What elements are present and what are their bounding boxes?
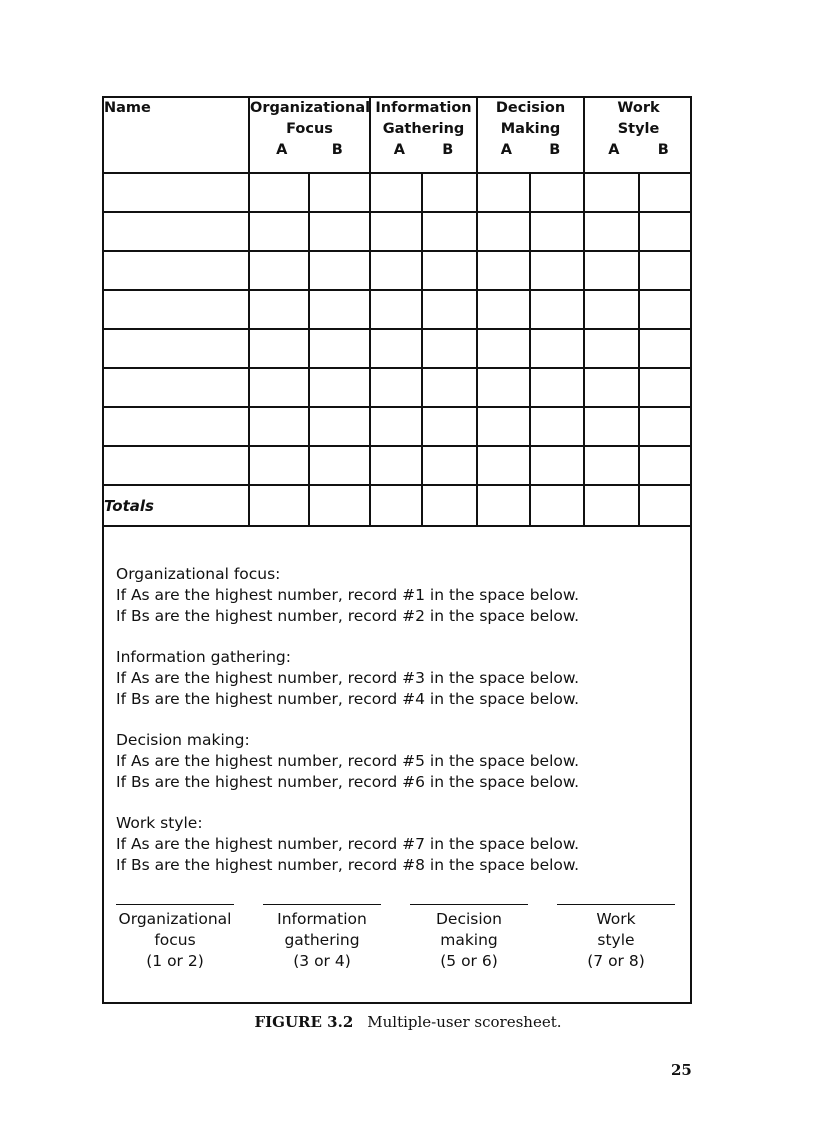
score-cell[interactable] [584,251,639,290]
result-label: Information [277,910,367,928]
score-cell[interactable] [422,446,477,485]
work-style-header: Work Style A B [584,98,692,173]
score-cell[interactable] [422,368,477,407]
result-summary [116,904,675,972]
name-cell[interactable] [104,407,249,446]
instruction-line: If As are the highest number, record #5 in the space below. [116,752,580,770]
score-cell[interactable] [530,446,584,485]
score-cell[interactable] [249,446,309,485]
name-cell[interactable] [104,368,249,407]
score-cell[interactable] [477,212,530,251]
score-cell[interactable] [639,446,692,485]
table-row [104,368,692,407]
information-gathering-header: Information Gathering A B [370,98,477,173]
table-row [104,446,692,485]
result-label: Organizational [118,910,232,928]
name-header: Name [104,98,249,173]
table-row [104,407,692,446]
score-cell[interactable] [530,329,584,368]
score-cell[interactable] [639,407,692,446]
name-cell[interactable] [104,446,249,485]
score-cell[interactable] [422,212,477,251]
score-cell[interactable] [584,446,639,485]
score-table [104,98,692,527]
score-cell[interactable] [584,329,639,368]
score-cell[interactable] [309,368,370,407]
total-cell[interactable] [309,485,370,526]
score-cell[interactable] [477,173,530,212]
instruction-line: If As are the highest number, record #7 in the space below. [116,835,580,853]
figure-text: Multiple-user scoresheet. [367,1013,562,1031]
result-label: (7 or 8) [587,952,645,970]
score-cell[interactable] [639,212,692,251]
score-cell[interactable] [530,251,584,290]
score-cell[interactable] [370,212,422,251]
score-cell[interactable] [309,290,370,329]
score-cell[interactable] [249,173,309,212]
instruction-title: Information gathering: [116,648,291,666]
score-cell[interactable] [249,290,309,329]
instruction-block [116,730,579,793]
totals-label: Totals [104,485,249,526]
totals-row [104,485,692,526]
scoresheet-frame [102,96,692,1004]
score-cell[interactable] [309,212,370,251]
score-cell[interactable] [370,251,422,290]
name-cell[interactable] [104,329,249,368]
total-cell[interactable] [422,485,477,526]
score-cell[interactable] [249,407,309,446]
score-cell[interactable] [639,251,692,290]
score-cell[interactable] [639,290,692,329]
score-cell[interactable] [530,173,584,212]
score-cell[interactable] [584,212,639,251]
total-cell[interactable] [584,485,639,526]
total-cell[interactable] [370,485,422,526]
result-label: (5 or 6) [440,952,498,970]
result-slot [263,904,381,972]
score-cell[interactable] [249,368,309,407]
score-cell[interactable] [309,251,370,290]
score-cell[interactable] [309,446,370,485]
table-row [104,212,692,251]
name-cell[interactable] [104,290,249,329]
score-cell[interactable] [422,173,477,212]
score-cell[interactable] [249,212,309,251]
instruction-line: If Bs are the highest number, record #8 in the space below. [116,856,580,874]
instruction-title: Organizational focus: [116,565,281,583]
score-cell[interactable] [370,446,422,485]
score-cell[interactable] [584,290,639,329]
instruction-line: If As are the highest number, record #3 in the space below. [116,669,580,687]
score-cell[interactable] [584,368,639,407]
instruction-line: If Bs are the highest number, record #6 in the space below. [116,773,580,791]
result-blank-line[interactable] [263,904,381,905]
score-cell[interactable] [477,407,530,446]
total-cell[interactable] [477,485,530,526]
table-row [104,329,692,368]
table-row [104,251,692,290]
score-cell[interactable] [370,290,422,329]
total-cell[interactable] [530,485,584,526]
result-blank-line[interactable] [557,904,675,905]
score-cell[interactable] [370,329,422,368]
score-cell[interactable] [639,329,692,368]
result-slot [116,904,234,972]
score-cell[interactable] [422,329,477,368]
instruction-line: If As are the highest number, record #1 in the space below. [116,586,580,604]
name-cell[interactable] [104,212,249,251]
score-cell[interactable] [422,407,477,446]
score-cell[interactable] [370,407,422,446]
result-slot [557,904,675,972]
score-cell[interactable] [530,368,584,407]
score-cell[interactable] [584,173,639,212]
instruction-block [116,813,579,876]
instruction-line: If Bs are the highest number, record #4 in the space below. [116,690,580,708]
score-cell[interactable] [530,212,584,251]
instruction-line: If Bs are the highest number, record #2 in the space below. [116,607,580,625]
score-rows [104,173,692,485]
decision-making-header: Decision Making A B [477,98,584,173]
score-cell[interactable] [530,290,584,329]
score-cell[interactable] [422,251,477,290]
figure-label: FIGURE 3.2 [254,1013,354,1031]
score-cell[interactable] [639,173,692,212]
score-cell[interactable] [370,173,422,212]
score-cell[interactable] [530,407,584,446]
score-cell[interactable] [477,329,530,368]
name-cell[interactable] [104,251,249,290]
result-blank-line[interactable] [116,904,234,905]
score-cell[interactable] [477,368,530,407]
total-cell[interactable] [249,485,309,526]
organizational-focus-header: Organizational Focus A B [249,98,370,173]
score-cell[interactable] [477,446,530,485]
table-row [104,290,692,329]
result-slot [410,904,528,972]
result-label: Decision [436,910,502,928]
score-cell[interactable] [584,407,639,446]
score-cell[interactable] [639,368,692,407]
table-row [104,173,692,212]
result-label: (3 or 4) [293,952,351,970]
instruction-block [116,647,579,710]
total-cell[interactable] [639,485,692,526]
instruction-title: Work style: [116,814,203,832]
result-label: making [440,931,498,949]
result-label: (1 or 2) [146,952,204,970]
instruction-block [116,564,579,627]
score-cell[interactable] [309,329,370,368]
score-cell[interactable] [422,290,477,329]
score-cell[interactable] [477,251,530,290]
figure-caption [0,1013,816,1031]
score-cell[interactable] [370,368,422,407]
instructions [116,564,579,896]
result-label: focus [154,931,196,949]
instruction-title: Decision making: [116,731,250,749]
score-cell[interactable] [477,290,530,329]
score-cell[interactable] [249,329,309,368]
score-cell[interactable] [309,173,370,212]
result-label: Work [596,910,636,928]
result-label: gathering [284,931,360,949]
score-cell[interactable] [309,407,370,446]
page-number: 25 [671,1061,692,1079]
score-cell[interactable] [249,251,309,290]
result-blank-line[interactable] [410,904,528,905]
name-cell[interactable] [104,173,249,212]
result-label: style [597,931,635,949]
